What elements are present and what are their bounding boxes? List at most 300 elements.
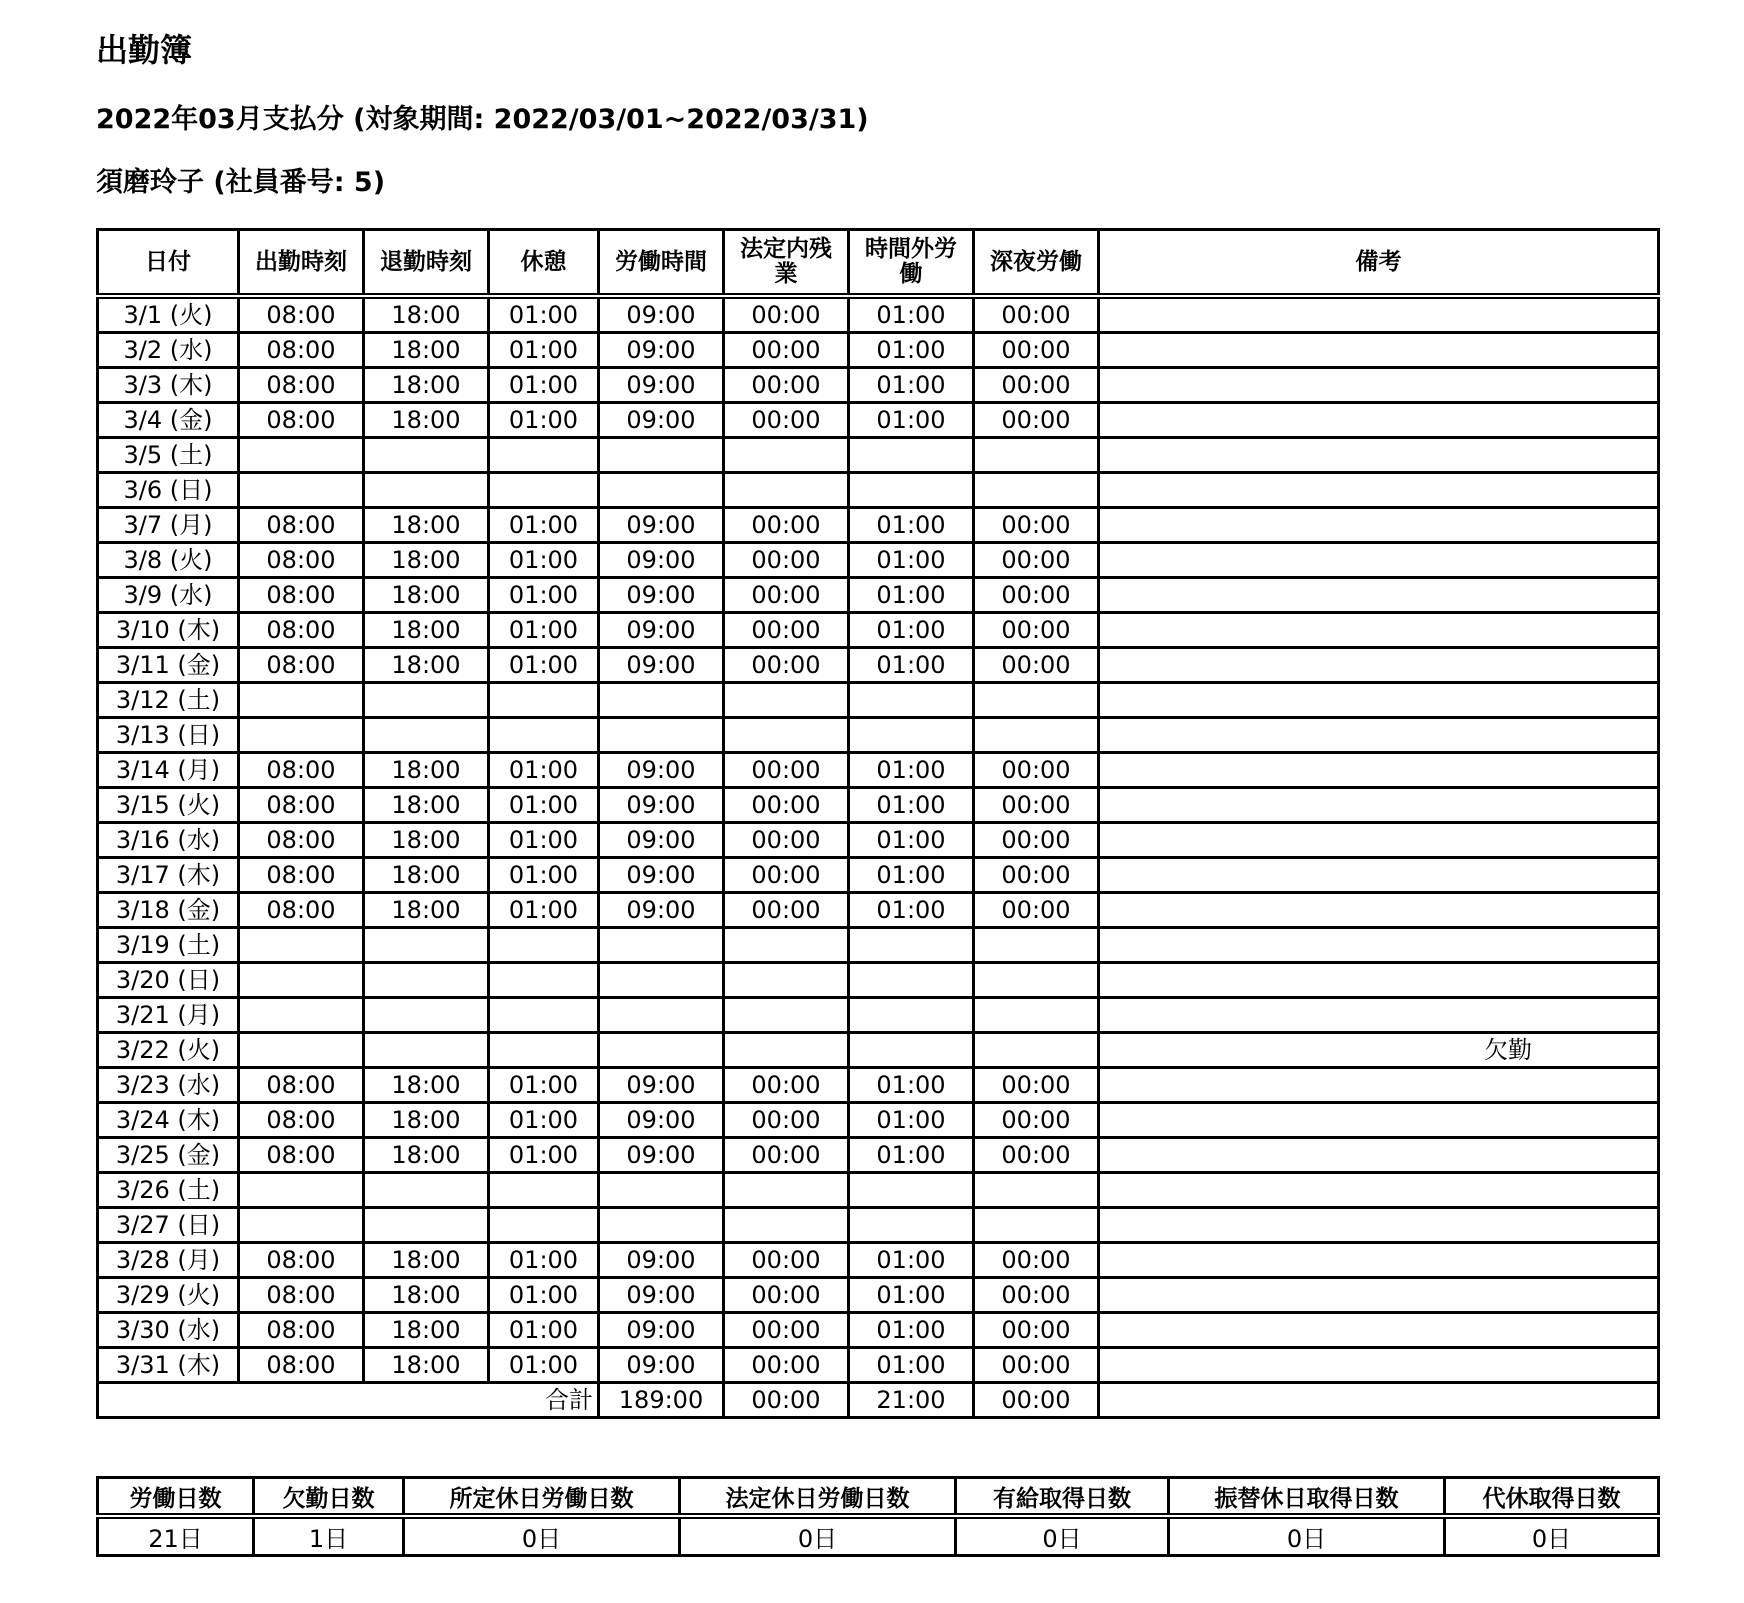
cell-clock-out: 18:00 [364, 1278, 489, 1313]
cell-statutory-overtime: 00:00 [724, 333, 849, 368]
cell-clock-in: 08:00 [239, 788, 364, 823]
cell-night-work [974, 1033, 1099, 1068]
cell-clock-out [364, 683, 489, 718]
cell-statutory-overtime: 00:00 [724, 403, 849, 438]
cell-remarks [1099, 648, 1659, 683]
header-date: 日付 [98, 230, 239, 297]
attendance-row [98, 368, 1659, 403]
cell-clock-in [239, 438, 364, 473]
cell-work-hours: 09:00 [599, 753, 724, 788]
total-statutory-overtime: 00:00 [724, 1383, 849, 1418]
cell-date: 3/17 (木) [98, 858, 239, 893]
attendance-row [98, 963, 1659, 998]
summary-absence-days: 1日 [254, 1516, 404, 1556]
page-title: 出勤簿 [96, 31, 193, 69]
cell-work-hours: 09:00 [599, 403, 724, 438]
attendance-row [98, 1348, 1659, 1383]
cell-overtime: 01:00 [849, 753, 974, 788]
cell-remarks [1099, 1348, 1659, 1383]
cell-overtime: 01:00 [849, 1313, 974, 1348]
attendance-row [98, 858, 1659, 893]
cell-work-hours [599, 963, 724, 998]
attendance-row [98, 683, 1659, 718]
cell-night-work [974, 718, 1099, 753]
cell-work-hours: 09:00 [599, 1348, 724, 1383]
cell-remarks [1099, 1243, 1659, 1278]
cell-overtime [849, 998, 974, 1033]
header-clock-in: 出勤時刻 [239, 230, 364, 297]
cell-night-work [974, 473, 1099, 508]
cell-work-hours: 09:00 [599, 893, 724, 928]
cell-clock-out [364, 1208, 489, 1243]
cell-work-hours: 09:00 [599, 578, 724, 613]
cell-night-work [974, 998, 1099, 1033]
cell-work-hours: 09:00 [599, 788, 724, 823]
header-clock-out: 退勤時刻 [364, 230, 489, 297]
header-overtime: 時間外労働 [849, 230, 974, 297]
cell-clock-in: 08:00 [239, 753, 364, 788]
cell-statutory-overtime: 00:00 [724, 753, 849, 788]
summary-header-absence-days: 欠勤日数 [254, 1478, 404, 1517]
cell-remarks [1099, 473, 1659, 508]
cell-overtime: 01:00 [849, 333, 974, 368]
cell-work-hours: 09:00 [599, 368, 724, 403]
attendance-row [98, 578, 1659, 613]
total-remarks [1099, 1383, 1659, 1418]
cell-statutory-overtime: 00:00 [724, 1313, 849, 1348]
attendance-row [98, 648, 1659, 683]
cell-night-work [974, 928, 1099, 963]
cell-statutory-overtime: 00:00 [724, 648, 849, 683]
cell-clock-out [364, 928, 489, 963]
cell-night-work: 00:00 [974, 543, 1099, 578]
cell-date: 3/2 (水) [98, 333, 239, 368]
attendance-header-row [98, 230, 1659, 297]
cell-night-work: 00:00 [974, 368, 1099, 403]
cell-break [489, 473, 599, 508]
cell-work-hours: 09:00 [599, 613, 724, 648]
cell-overtime: 01:00 [849, 788, 974, 823]
cell-clock-out: 18:00 [364, 508, 489, 543]
cell-break: 01:00 [489, 296, 599, 333]
cell-break: 01:00 [489, 543, 599, 578]
cell-remarks [1099, 788, 1659, 823]
cell-date: 3/16 (水) [98, 823, 239, 858]
cell-break [489, 438, 599, 473]
cell-work-hours: 09:00 [599, 508, 724, 543]
cell-statutory-overtime [724, 928, 849, 963]
cell-overtime [849, 1208, 974, 1243]
cell-overtime: 01:00 [849, 368, 974, 403]
summary-compensatory-leave: 0日 [1445, 1516, 1659, 1556]
cell-statutory-overtime [724, 718, 849, 753]
cell-night-work: 00:00 [974, 1103, 1099, 1138]
attendance-row [98, 928, 1659, 963]
attendance-table [96, 228, 1660, 1419]
summary-scheduled-holiday-work: 0日 [404, 1516, 680, 1556]
cell-clock-out: 18:00 [364, 823, 489, 858]
header-break: 休憩 [489, 230, 599, 297]
cell-night-work [974, 963, 1099, 998]
cell-break: 01:00 [489, 1138, 599, 1173]
cell-break: 01:00 [489, 403, 599, 438]
cell-overtime: 01:00 [849, 893, 974, 928]
attendance-row [98, 1278, 1659, 1313]
cell-statutory-overtime: 00:00 [724, 296, 849, 333]
cell-statutory-overtime [724, 1208, 849, 1243]
cell-night-work: 00:00 [974, 1348, 1099, 1383]
cell-remarks [1099, 578, 1659, 613]
employee-name: 須磨玲子 (社員番号: 5) [96, 167, 386, 198]
cell-clock-in [239, 998, 364, 1033]
cell-clock-out [364, 1173, 489, 1208]
cell-night-work: 00:00 [974, 578, 1099, 613]
summary-statutory-holiday-work: 0日 [680, 1516, 956, 1556]
cell-statutory-overtime: 00:00 [724, 1243, 849, 1278]
cell-remarks [1099, 333, 1659, 368]
cell-clock-in: 08:00 [239, 508, 364, 543]
cell-night-work [974, 1208, 1099, 1243]
cell-clock-out: 18:00 [364, 858, 489, 893]
cell-clock-in: 08:00 [239, 648, 364, 683]
cell-date: 3/25 (金) [98, 1138, 239, 1173]
cell-break: 01:00 [489, 823, 599, 858]
cell-overtime [849, 1033, 974, 1068]
cell-break: 01:00 [489, 788, 599, 823]
cell-clock-out [364, 963, 489, 998]
cell-clock-in [239, 473, 364, 508]
header-night-work: 深夜労働 [974, 230, 1099, 297]
cell-date: 3/22 (火) [98, 1033, 239, 1068]
cell-overtime [849, 928, 974, 963]
cell-remarks [1099, 368, 1659, 403]
summary-substitute-holiday: 0日 [1169, 1516, 1445, 1556]
cell-break [489, 683, 599, 718]
cell-clock-in: 08:00 [239, 296, 364, 333]
cell-clock-out: 18:00 [364, 578, 489, 613]
cell-clock-out: 18:00 [364, 613, 489, 648]
cell-break [489, 1208, 599, 1243]
cell-statutory-overtime [724, 963, 849, 998]
cell-overtime: 01:00 [849, 1068, 974, 1103]
cell-statutory-overtime: 00:00 [724, 1068, 849, 1103]
cell-clock-in: 08:00 [239, 1348, 364, 1383]
cell-clock-in [239, 1173, 364, 1208]
cell-clock-in [239, 928, 364, 963]
attendance-body [98, 296, 1659, 1383]
cell-break [489, 928, 599, 963]
cell-clock-out: 18:00 [364, 1313, 489, 1348]
cell-date: 3/27 (日) [98, 1208, 239, 1243]
cell-statutory-overtime: 00:00 [724, 1138, 849, 1173]
summary-header-compensatory-leave: 代休取得日数 [1445, 1478, 1659, 1517]
cell-overtime [849, 683, 974, 718]
cell-statutory-overtime [724, 683, 849, 718]
cell-date: 3/18 (金) [98, 893, 239, 928]
cell-date: 3/24 (木) [98, 1103, 239, 1138]
cell-date: 3/10 (木) [98, 613, 239, 648]
cell-break: 01:00 [489, 1068, 599, 1103]
cell-work-hours [599, 1033, 724, 1068]
cell-clock-in: 08:00 [239, 823, 364, 858]
cell-overtime [849, 438, 974, 473]
cell-remarks: 欠勤 [1099, 1033, 1659, 1068]
cell-night-work: 00:00 [974, 648, 1099, 683]
cell-date: 3/19 (土) [98, 928, 239, 963]
cell-work-hours: 09:00 [599, 543, 724, 578]
header-remarks: 備考 [1099, 230, 1659, 297]
cell-night-work: 00:00 [974, 296, 1099, 333]
cell-date: 3/31 (木) [98, 1348, 239, 1383]
cell-break [489, 1033, 599, 1068]
attendance-row [98, 753, 1659, 788]
cell-work-hours: 09:00 [599, 1138, 724, 1173]
cell-night-work: 00:00 [974, 823, 1099, 858]
cell-statutory-overtime: 00:00 [724, 1103, 849, 1138]
cell-clock-out: 18:00 [364, 543, 489, 578]
summary-header-paid-leave: 有給取得日数 [956, 1478, 1169, 1517]
cell-clock-in: 08:00 [239, 613, 364, 648]
cell-statutory-overtime: 00:00 [724, 1348, 849, 1383]
cell-clock-in: 08:00 [239, 333, 364, 368]
cell-overtime [849, 963, 974, 998]
cell-night-work: 00:00 [974, 403, 1099, 438]
cell-overtime [849, 718, 974, 753]
cell-work-hours [599, 718, 724, 753]
cell-statutory-overtime: 00:00 [724, 823, 849, 858]
cell-clock-in: 08:00 [239, 543, 364, 578]
attendance-row [98, 613, 1659, 648]
cell-break: 01:00 [489, 1348, 599, 1383]
cell-clock-in: 08:00 [239, 368, 364, 403]
cell-work-hours: 09:00 [599, 1313, 724, 1348]
cell-overtime: 01:00 [849, 1103, 974, 1138]
cell-clock-out: 18:00 [364, 403, 489, 438]
cell-date: 3/9 (水) [98, 578, 239, 613]
cell-work-hours [599, 1208, 724, 1243]
cell-night-work: 00:00 [974, 333, 1099, 368]
cell-clock-out: 18:00 [364, 368, 489, 403]
attendance-row [98, 1243, 1659, 1278]
totals-label: 合計 [98, 1383, 599, 1418]
attendance-row [98, 403, 1659, 438]
cell-remarks [1099, 893, 1659, 928]
cell-night-work [974, 1173, 1099, 1208]
cell-remarks [1099, 438, 1659, 473]
cell-remarks [1099, 508, 1659, 543]
cell-clock-out [364, 998, 489, 1033]
cell-night-work: 00:00 [974, 1068, 1099, 1103]
cell-statutory-overtime [724, 998, 849, 1033]
attendance-row [98, 1068, 1659, 1103]
summary-header-row [98, 1478, 1659, 1517]
cell-break [489, 963, 599, 998]
totals-row [98, 1383, 1659, 1418]
cell-remarks [1099, 928, 1659, 963]
cell-work-hours [599, 683, 724, 718]
cell-remarks [1099, 963, 1659, 998]
cell-work-hours [599, 438, 724, 473]
cell-clock-in: 08:00 [239, 1138, 364, 1173]
cell-date: 3/13 (日) [98, 718, 239, 753]
cell-date: 3/5 (土) [98, 438, 239, 473]
cell-remarks [1099, 1068, 1659, 1103]
cell-work-hours [599, 473, 724, 508]
attendance-row [98, 438, 1659, 473]
cell-date: 3/21 (月) [98, 998, 239, 1033]
cell-date: 3/11 (金) [98, 648, 239, 683]
cell-date: 3/30 (水) [98, 1313, 239, 1348]
attendance-row [98, 788, 1659, 823]
cell-break: 01:00 [489, 1103, 599, 1138]
cell-overtime: 01:00 [849, 1278, 974, 1313]
cell-clock-out: 18:00 [364, 1103, 489, 1138]
cell-remarks [1099, 296, 1659, 333]
cell-date: 3/8 (火) [98, 543, 239, 578]
summary-values-row [98, 1516, 1659, 1556]
cell-overtime: 01:00 [849, 858, 974, 893]
total-night-work: 00:00 [974, 1383, 1099, 1418]
cell-night-work: 00:00 [974, 1313, 1099, 1348]
cell-clock-out: 18:00 [364, 1348, 489, 1383]
cell-statutory-overtime [724, 473, 849, 508]
cell-clock-out: 18:00 [364, 788, 489, 823]
cell-date: 3/15 (火) [98, 788, 239, 823]
cell-clock-in: 08:00 [239, 1243, 364, 1278]
cell-statutory-overtime: 00:00 [724, 368, 849, 403]
summary-paid-leave: 0日 [956, 1516, 1169, 1556]
cell-remarks [1099, 543, 1659, 578]
cell-date: 3/20 (日) [98, 963, 239, 998]
cell-clock-out: 18:00 [364, 753, 489, 788]
cell-break: 01:00 [489, 1278, 599, 1313]
cell-clock-in [239, 718, 364, 753]
summary-header-substitute-holiday: 振替休日取得日数 [1169, 1478, 1445, 1517]
cell-night-work: 00:00 [974, 1243, 1099, 1278]
cell-date: 3/26 (土) [98, 1173, 239, 1208]
cell-clock-in: 08:00 [239, 1313, 364, 1348]
total-work-hours: 189:00 [599, 1383, 724, 1418]
cell-remarks [1099, 823, 1659, 858]
summary-work-days: 21日 [98, 1516, 254, 1556]
cell-statutory-overtime [724, 1173, 849, 1208]
cell-break: 01:00 [489, 858, 599, 893]
cell-statutory-overtime [724, 1033, 849, 1068]
cell-overtime: 01:00 [849, 543, 974, 578]
attendance-row [98, 998, 1659, 1033]
cell-clock-in [239, 1033, 364, 1068]
cell-night-work: 00:00 [974, 753, 1099, 788]
cell-statutory-overtime [724, 438, 849, 473]
cell-clock-in [239, 1208, 364, 1243]
cell-work-hours: 09:00 [599, 1068, 724, 1103]
cell-date: 3/7 (月) [98, 508, 239, 543]
attendance-row [98, 893, 1659, 928]
cell-clock-out: 18:00 [364, 333, 489, 368]
cell-remarks [1099, 1138, 1659, 1173]
cell-remarks [1099, 1103, 1659, 1138]
pay-period: 2022年03月支払分 (対象期間: 2022/03/01~2022/03/31) [96, 104, 869, 135]
cell-remarks [1099, 683, 1659, 718]
cell-work-hours [599, 998, 724, 1033]
cell-overtime [849, 473, 974, 508]
cell-statutory-overtime: 00:00 [724, 893, 849, 928]
cell-clock-in [239, 683, 364, 718]
cell-overtime: 01:00 [849, 823, 974, 858]
cell-night-work [974, 438, 1099, 473]
cell-break [489, 1173, 599, 1208]
attendance-row [98, 1208, 1659, 1243]
cell-remarks [1099, 613, 1659, 648]
attendance-row [98, 1313, 1659, 1348]
cell-break [489, 998, 599, 1033]
cell-clock-out: 18:00 [364, 1243, 489, 1278]
cell-break: 01:00 [489, 893, 599, 928]
cell-clock-in: 08:00 [239, 1068, 364, 1103]
cell-work-hours: 09:00 [599, 648, 724, 683]
cell-clock-out: 18:00 [364, 1068, 489, 1103]
cell-clock-out [364, 1033, 489, 1068]
cell-statutory-overtime: 00:00 [724, 788, 849, 823]
cell-break: 01:00 [489, 508, 599, 543]
cell-remarks [1099, 1173, 1659, 1208]
cell-night-work: 00:00 [974, 788, 1099, 823]
attendance-row [98, 823, 1659, 858]
cell-work-hours: 09:00 [599, 296, 724, 333]
cell-clock-out: 18:00 [364, 893, 489, 928]
attendance-row [98, 1173, 1659, 1208]
cell-work-hours: 09:00 [599, 1243, 724, 1278]
cell-clock-out: 18:00 [364, 1138, 489, 1173]
cell-date: 3/3 (木) [98, 368, 239, 403]
cell-clock-in: 08:00 [239, 578, 364, 613]
attendance-row [98, 1033, 1659, 1068]
cell-remarks [1099, 998, 1659, 1033]
cell-clock-out: 18:00 [364, 648, 489, 683]
cell-date: 3/29 (火) [98, 1278, 239, 1313]
cell-statutory-overtime: 00:00 [724, 543, 849, 578]
summary-header-statutory-holiday-work: 法定休日労働日数 [680, 1478, 956, 1517]
header-work-hours: 労働時間 [599, 230, 724, 297]
cell-remarks [1099, 1208, 1659, 1243]
cell-date: 3/12 (土) [98, 683, 239, 718]
cell-break: 01:00 [489, 1313, 599, 1348]
cell-remarks [1099, 858, 1659, 893]
cell-break: 01:00 [489, 613, 599, 648]
cell-overtime: 01:00 [849, 1138, 974, 1173]
cell-clock-in: 08:00 [239, 858, 364, 893]
cell-date: 3/1 (火) [98, 296, 239, 333]
total-overtime: 21:00 [849, 1383, 974, 1418]
cell-break [489, 718, 599, 753]
cell-statutory-overtime: 00:00 [724, 858, 849, 893]
attendance-row [98, 543, 1659, 578]
cell-date: 3/4 (金) [98, 403, 239, 438]
cell-night-work [974, 683, 1099, 718]
cell-break: 01:00 [489, 1243, 599, 1278]
attendance-row [98, 508, 1659, 543]
cell-clock-in: 08:00 [239, 893, 364, 928]
cell-overtime: 01:00 [849, 1243, 974, 1278]
cell-clock-out: 18:00 [364, 296, 489, 333]
cell-night-work: 00:00 [974, 1138, 1099, 1173]
attendance-row [98, 296, 1659, 333]
cell-overtime: 01:00 [849, 1348, 974, 1383]
cell-date: 3/14 (月) [98, 753, 239, 788]
cell-date: 3/23 (水) [98, 1068, 239, 1103]
cell-statutory-overtime: 00:00 [724, 578, 849, 613]
cell-clock-out [364, 473, 489, 508]
